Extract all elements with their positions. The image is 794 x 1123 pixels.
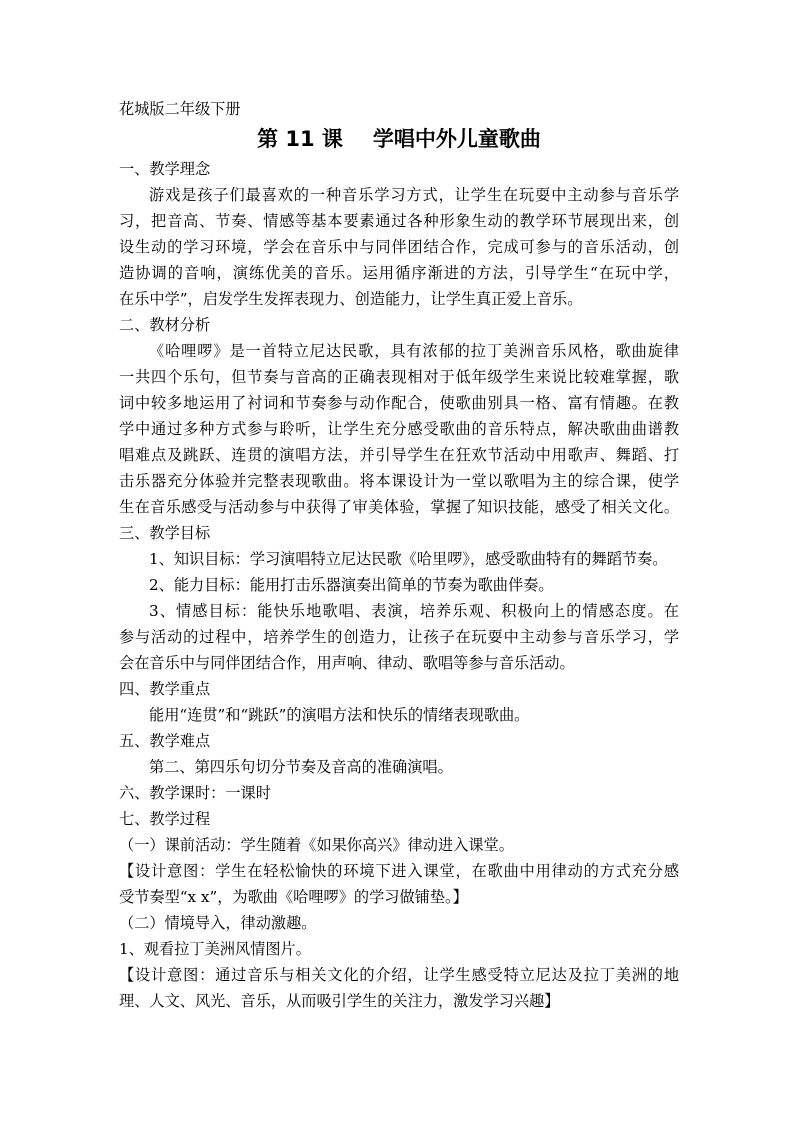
process-step-pre-class: （一）课前活动：学生随着《如果你高兴》律动进入课堂。 — [119, 836, 514, 854]
paragraph-line: 设生动的学习环境，学会在音乐中与同伴团结合作，完成可参与的音乐活动，创 — [119, 238, 679, 256]
design-intent-line: 受节奏型“x x”，为歌曲《哈哩啰》的学习做铺垫。】 — [119, 888, 468, 906]
section-heading-teaching-goals: 三、教学目标 — [119, 524, 211, 542]
goal-emotion-line: 会在音乐中与同伴团结合作，用声响、律动、歌唱等参与音乐活动。 — [119, 654, 575, 672]
paragraph-line: 唱难点及跳跃、连贯的演唱方法，并引导学生在狂欢节活动中用歌声、舞蹈、打 — [119, 446, 679, 464]
goal-knowledge: 1、知识目标：学习演唱特立尼达民歌《哈里啰》，感受歌曲特有的舞蹈节奏。 — [149, 550, 668, 568]
section-heading-teaching-process: 七、教学过程 — [119, 810, 211, 828]
design-intent-line: 【设计意图：通过音乐与相关文化的介绍，让学生感受特立尼达及拉丁美洲的地 — [119, 966, 679, 984]
paragraph-line: 词中较多地运用了衬词和节奏参与动作配合，使歌曲别具一格、富有情趣。在教 — [119, 394, 679, 412]
process-substep: 1、观看拉丁美洲风情图片。 — [119, 940, 311, 958]
paragraph-line: 在乐中学”，启发学生发挥表现力、创造能力，让学生真正爱上音乐。 — [119, 290, 583, 308]
key-points-text: 能用“连贯”和“跳跃”的演唱方法和快乐的情绪表现歌曲。 — [149, 706, 530, 724]
paragraph-line: 游戏是孩子们最喜欢的一种音乐学习方式，让学生在玩耍中主动参与音乐学 — [149, 186, 679, 204]
document-body — [119, 96, 679, 1014]
paragraph-line: 《哈哩啰》是一首特立尼达民歌，具有浓郁的拉丁美洲音乐风格，歌曲旋律 — [149, 342, 679, 360]
section-heading-key-points: 四、教学重点 — [119, 680, 211, 698]
paragraph-line: 生在音乐感受与活动参与中获得了审美体验，掌握了知识技能，感受了相关文化。 — [119, 498, 679, 516]
design-intent-line: 理、人文、风光、音乐，从而吸引学生的关注力，激发学习兴趣】 — [119, 992, 560, 1010]
design-intent-line: 【设计意图：学生在轻松愉快的环境下进入课堂，在歌曲中用律动的方式充分感 — [119, 862, 679, 880]
paragraph-line: 学中通过多种方式参与聆听，让学生充分感受歌曲的音乐特点，解决歌曲曲谱教 — [119, 420, 679, 438]
difficulties-text: 第二、第四乐句切分节奏及音高的准确演唱。 — [149, 758, 453, 776]
section-heading-difficulties: 五、教学难点 — [119, 732, 211, 750]
paragraph-line: 击乐器充分体验并完整表现歌曲。将本课设计为一堂以歌唱为主的综合课，使学 — [119, 472, 679, 490]
section-heading-class-hours: 六、教学课时：一课时 — [119, 784, 271, 802]
paragraph-line: 习，把音高、节奏、情感等基本要素通过各种形象生动的教学环节展现出来，创 — [119, 212, 679, 230]
lesson-number: 第 11 课 — [257, 127, 343, 151]
lesson-name: 学唱中外儿童歌曲 — [372, 127, 541, 151]
paragraph-line: 一共四个乐句，但节奏与音高的正确表现相对于低年级学生来说比较难掌握，歌 — [119, 368, 679, 386]
section-heading-philosophy: 一、教学理念 — [119, 160, 211, 178]
section-heading-material-analysis: 二、教材分析 — [119, 316, 211, 334]
process-step-introduction: （二）情境导入，律动激趣。 — [119, 914, 317, 932]
grade-label: 花城版二年级下册 — [119, 100, 241, 118]
page-title — [119, 122, 679, 156]
goal-ability: 2、能力目标：能用打击乐器演奏出简单的节奏为歌曲伴奏。 — [149, 576, 554, 594]
paragraph-line: 造协调的音响，演练优美的音乐。运用循序渐进的方法，引导学生“在玩中学， — [119, 264, 679, 282]
goal-emotion-line: 参与活动的过程中，培养学生的创造力，让孩子在玩耍中主动参与音乐学习，学 — [119, 628, 679, 646]
goal-emotion-line: 3、情感目标：能快乐地歌唱、表演，培养乐观、积极向上的情感态度。在 — [149, 602, 679, 620]
